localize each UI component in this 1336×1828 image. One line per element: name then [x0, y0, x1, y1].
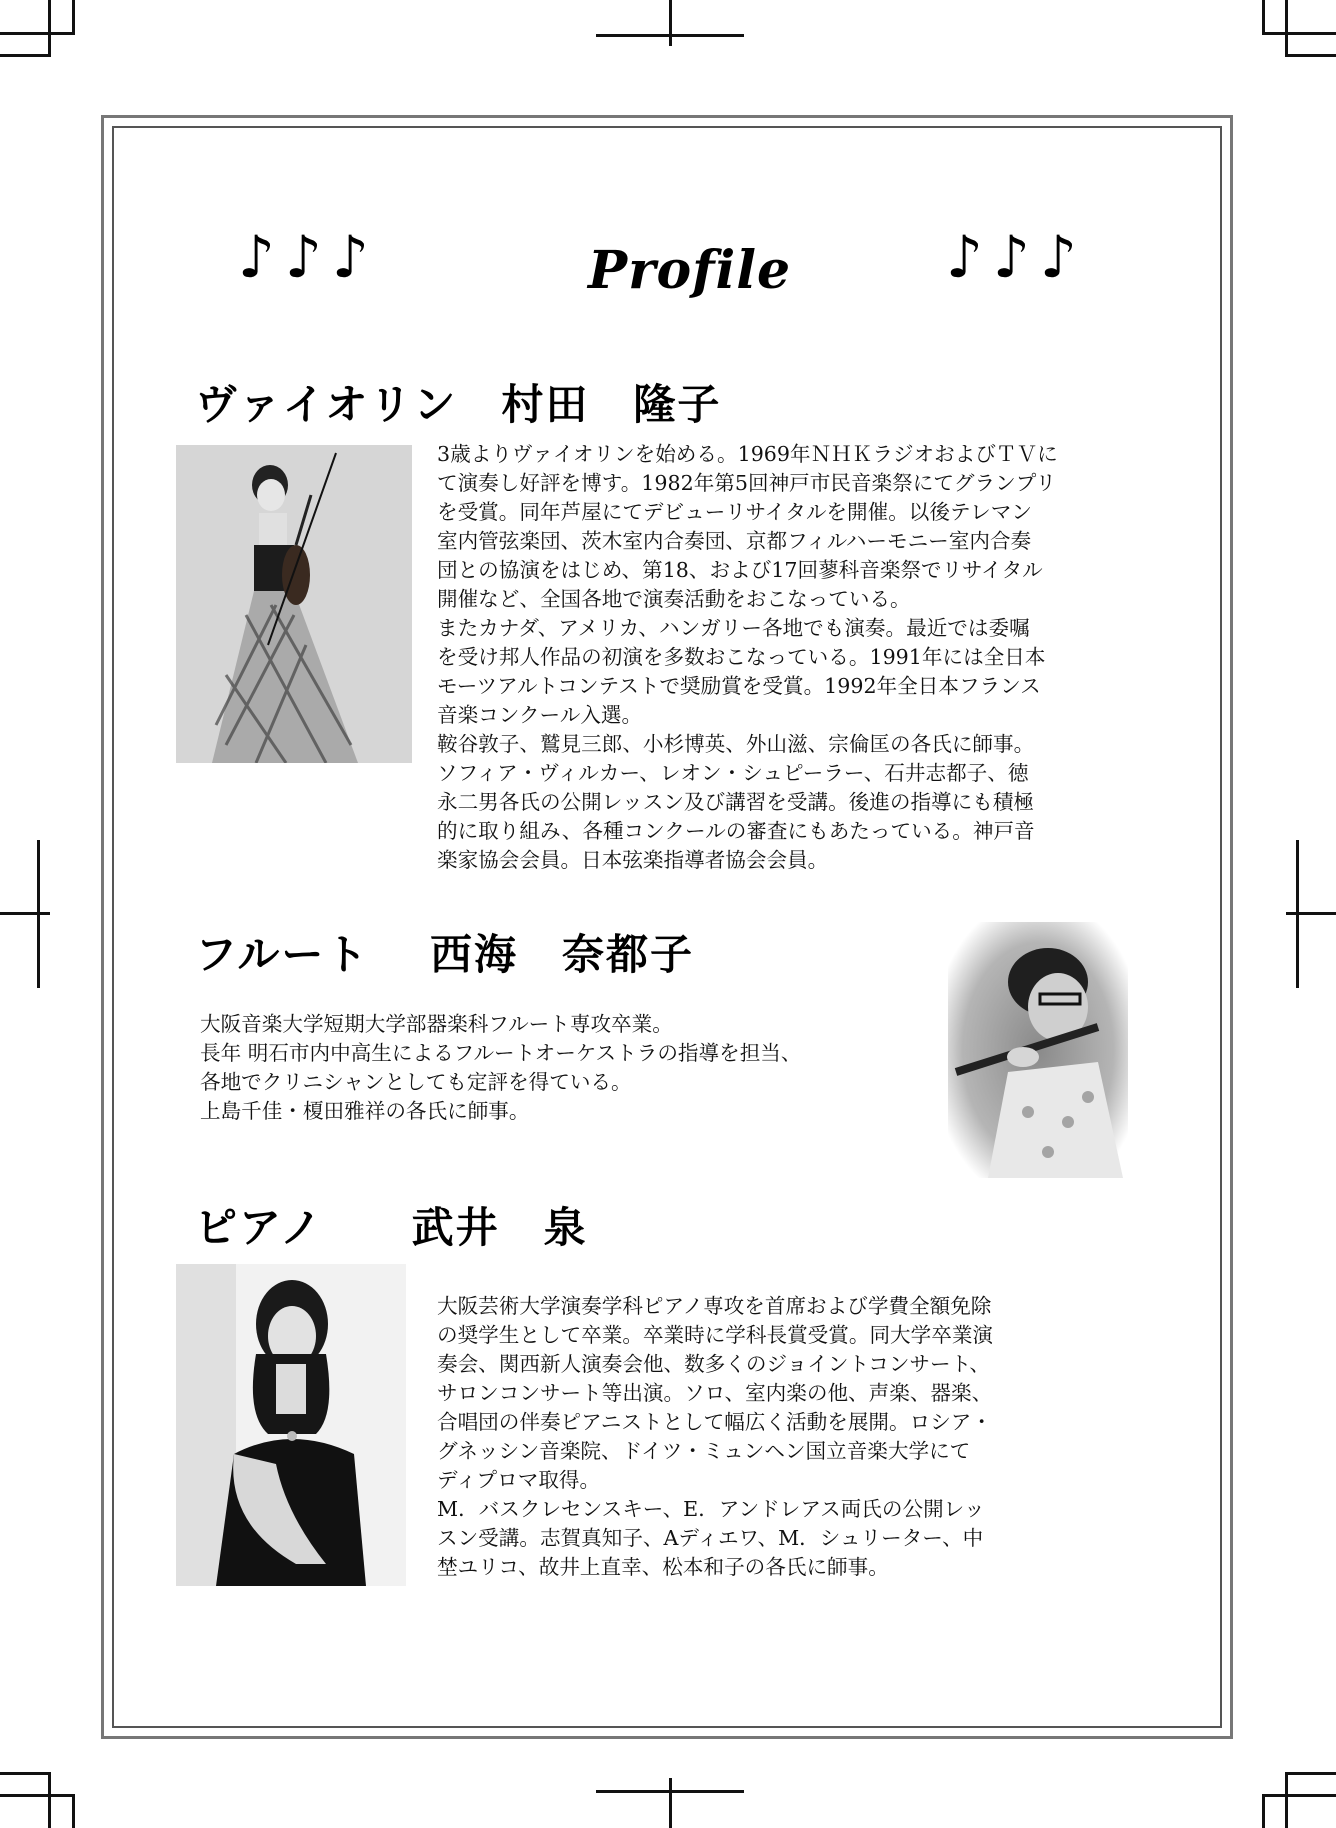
crop-mark-tr-v1: [1262, 0, 1265, 34]
bio-line: て演奏し好評を博す。1982年第5回神戸市民音楽祭にてグランプリ: [437, 471, 1057, 495]
bio-line: 奏会、関西新人演奏会他、数多くのジョイントコンサート、: [437, 1352, 990, 1376]
bio-line: M．バスクレセンスキー、E．アンドレアス両氏の公開レッ: [437, 1497, 985, 1521]
crop-mark-tl-h1: [0, 32, 75, 35]
bio-line: ディプロマ取得。: [437, 1468, 601, 1492]
bio-line: の奨学生として卒業。卒業時に学科長賞受賞。同大学卒業演: [437, 1323, 994, 1347]
bio-line: 大阪音楽大学短期大学部器楽科フルート専攻卒業。: [200, 1012, 673, 1036]
music-notes-right: ♪♪♪: [946, 223, 1088, 291]
crop-mark-br-h1: [1285, 1772, 1336, 1775]
piano-player-name: ピアノ 武井 泉: [195, 1203, 588, 1252]
crop-mark-tl-v1: [48, 0, 51, 56]
music-notes-left: ♪♪♪: [238, 223, 380, 291]
crop-mark-br-v1: [1262, 1794, 1265, 1828]
bio-line: 大阪芸術大学演奏学科ピアノ専攻を首席および学費全額免除: [437, 1294, 992, 1318]
bio-line: ソフィア・ヴィルカー、レオン・シュピーラー、石井志都子、徳: [437, 761, 1029, 785]
crop-mark-bl-h1: [0, 1772, 51, 1775]
piano-player-bio: [437, 1292, 993, 1582]
bio-line: を受け邦人作品の初演を多数おこなっている。1991年には全日本: [437, 645, 1046, 669]
bio-line: 開催など、全国各地で演奏活動をおこなっている。: [437, 587, 911, 611]
crop-mark-bl-h2: [0, 1794, 75, 1797]
bio-line: 楽家協会会員。日本弦楽指導者協会会員。: [437, 848, 829, 872]
flute-player-photo: [948, 922, 1128, 1178]
crop-mark-br-h2: [1262, 1794, 1336, 1797]
crop-mark-bl-v1: [48, 1772, 51, 1828]
crop-mark-tl-v2: [72, 0, 75, 34]
crop-mark-tr-h2: [1285, 54, 1336, 57]
crop-mark-tr-v2: [1285, 0, 1288, 56]
crop-mark-left-h: [0, 912, 50, 915]
crop-mark-bottom-v: [669, 1778, 672, 1828]
bio-line: 鞍谷敦子、鷲見三郎、小杉博英、外山滋、宗倫匡の各氏に師事。: [437, 732, 1035, 756]
page-title: Profile: [588, 240, 792, 301]
bio-line: 埜ユリコ、故井上直幸、松本和子の各氏に師事。: [437, 1555, 889, 1579]
bio-line: モーツアルトコンテストで奨励賞を受賞。1992年全日本フランス: [437, 674, 1041, 698]
bio-line: 永二男各氏の公開レッスン及び講習を受講。後進の指導にも積極: [437, 790, 1035, 814]
crop-mark-top-v: [669, 0, 672, 46]
crop-mark-bl-v2: [72, 1794, 75, 1828]
bio-line: 団との協演をはじめ、第18、および17回蓼科音楽祭でリサイタル: [437, 558, 1043, 582]
bio-line: 長年 明石市内中高生によるフルートオーケストラの指導を担当、: [200, 1041, 802, 1065]
bio-line: 合唱団の伴奏ピアニストとして幅広く活動を展開。ロシア・: [437, 1410, 992, 1434]
crop-mark-tr-h1: [1262, 32, 1336, 35]
piano-player-photo: [176, 1264, 406, 1586]
bio-line: 上島千佳・榎田雅祥の各氏に師事。: [200, 1099, 530, 1123]
violin-player-bio: [437, 440, 1058, 875]
bio-line: 室内管弦楽団、茨木室内合奏団、京都フィルハーモニー室内合奏: [437, 529, 1032, 553]
crop-mark-tl-h2: [0, 54, 51, 57]
bio-line: 的に取り組み、各種コンクールの審査にもあたっている。神戸音: [437, 819, 1035, 843]
bio-line: 3歳よりヴァイオリンを始める。1969年ＮＨＫラジオおよびＴＶに: [437, 442, 1058, 466]
bio-line: スン受講。志賀真知子、Aディエワ、M．シュリーター、中: [437, 1526, 984, 1550]
bio-line: 音楽コンクール入選。: [437, 703, 643, 727]
crop-mark-right-h: [1286, 912, 1336, 915]
bio-line: サロンコンサート等出演。ソロ、室内楽の他、声楽、器楽、: [437, 1381, 993, 1405]
bio-line: グネッシン音楽院、ドイツ・ミュンヘン国立音楽大学にて: [437, 1439, 971, 1463]
violin-player-name: ヴァイオリン 村田 隆子: [195, 380, 722, 429]
flute-player-bio: [200, 1010, 802, 1126]
bio-line: を受賞。同年芦屋にてデビューリサイタルを開催。以後テレマン: [437, 500, 1032, 524]
bio-line: またカナダ、アメリカ、ハンガリー各地でも演奏。最近では委嘱: [437, 616, 1030, 640]
crop-mark-br-v2: [1285, 1772, 1288, 1828]
flute-player-name: フルート 西海 奈都子: [195, 930, 694, 979]
bio-line: 各地でクリニシャンとしても定評を得ている。: [200, 1070, 632, 1094]
violin-player-photo: [176, 445, 412, 763]
